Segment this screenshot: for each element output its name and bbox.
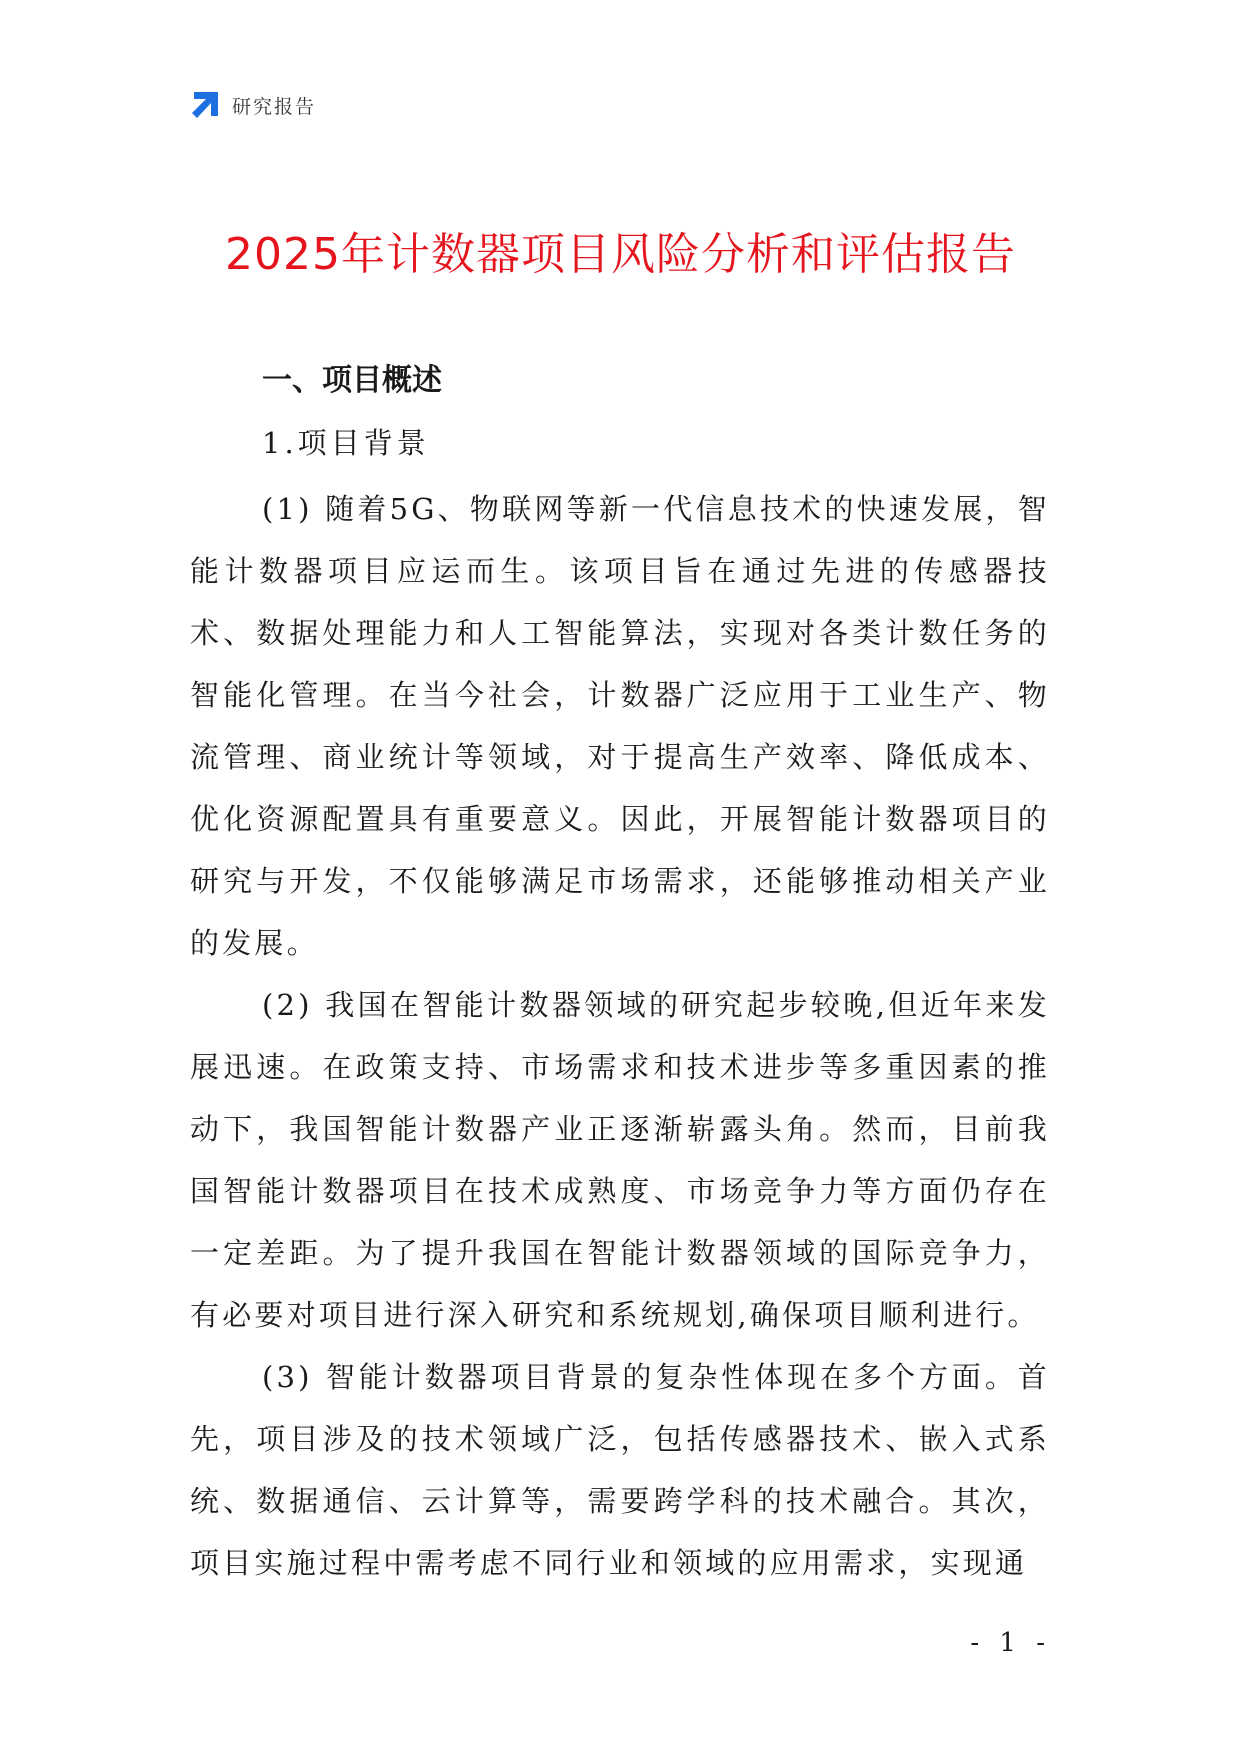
paragraph-2: (2) 我国在智能计数器领域的研究起步较晚,但近年来发展迅速。在政策支持、市场需求和技术进步等多重因素的推动下，我国智能计数器产业正逐渐崭露头角。然而，目前我国智能计数器项目在技术成熟度、市场竞争力等方面仍存在一定差距。为了提升我国在智能计数器领域的国际竞争力，有必要对项目进行深入研究和系统规划,确保项目顺利进行。 [190, 988, 1050, 1332]
paragraph-3: (3) 智能计数器项目背景的复杂性体现在多个方面。首先，项目涉及的技术领域广泛，包括传感器技术、嵌入式系统、数据通信、云计算等，需要跨学科的技术融合。其次，项目实施过程中需考虑不同行业和领域的应用需求，实现通 [190, 1360, 1050, 1580]
document-body [190, 350, 1050, 1594]
document-title: 2025年计数器项目风险分析和评估报告 [225, 229, 1016, 280]
paragraph-1: (1) 随着5G、物联网等新一代信息技术的快速发展，智能计数器项目应运而生。该项目旨在通过先进的传感器技术、数据处理能力和人工智能算法，实现对各类计数任务的智能化管理。在当今社会，计数器广泛应用于工业生产、物流管理、商业统计等领域，对于提高生产效率、降低成本、优化资源配置具有重要意义。因此，开展智能计数器项目的研究与开发，不仅能够满足市场需求，还能够推动相关产业的发展。 [190, 492, 1050, 960]
arrow-logo-icon [188, 88, 222, 122]
section-heading: 一、项目概述 [262, 363, 442, 398]
subsection-heading: 1.项目背景 [262, 426, 430, 460]
header-label: 研究报告 [232, 95, 317, 118]
document-header [188, 88, 316, 122]
page-number: - 1 - [970, 1628, 1051, 1658]
